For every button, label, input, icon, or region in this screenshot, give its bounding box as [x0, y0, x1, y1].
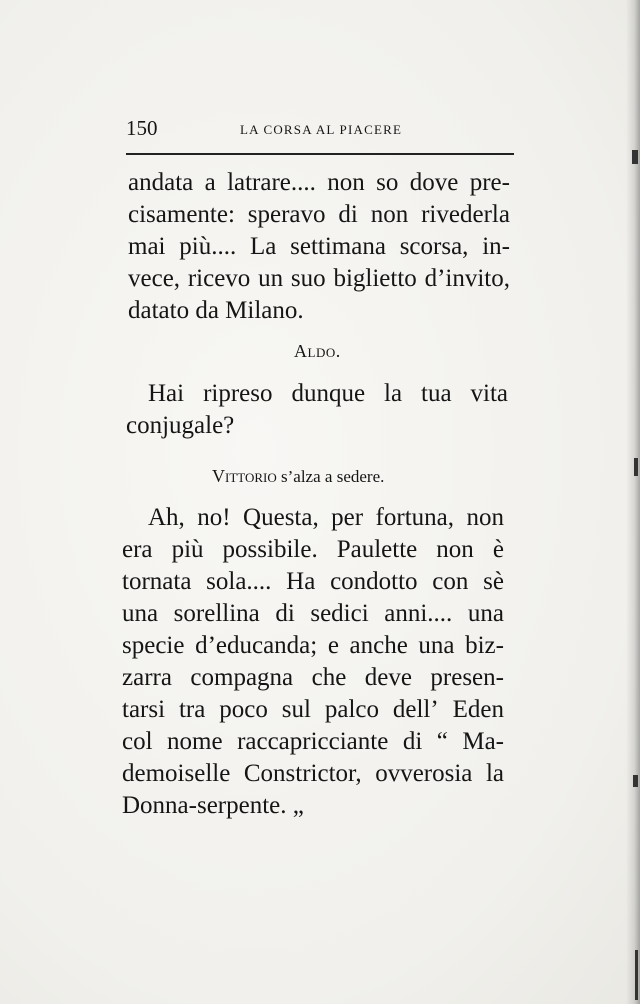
word: d’educanda; — [195, 632, 318, 659]
word: cisamente: — [128, 201, 235, 228]
word: pre- — [469, 169, 510, 196]
speaker-aldo — [294, 341, 341, 362]
word: di — [402, 728, 423, 755]
word: non — [327, 169, 365, 196]
word: speravo — [247, 201, 326, 228]
word: tua — [421, 380, 452, 407]
text-line — [126, 410, 508, 442]
header-rule — [126, 153, 514, 155]
word: tra — [178, 696, 206, 723]
text-line — [122, 758, 504, 790]
word: non — [436, 536, 474, 563]
text-line — [128, 167, 510, 199]
word: in- — [482, 233, 510, 260]
word: La — [249, 233, 277, 260]
word: dunque — [291, 380, 366, 407]
word: Ma- — [462, 728, 504, 755]
text-line — [128, 263, 510, 295]
margin-mark — [634, 458, 638, 476]
word: la — [485, 760, 504, 787]
word: vita — [470, 380, 508, 407]
word: specie — [122, 632, 185, 659]
word: a — [204, 169, 216, 196]
text-line — [122, 662, 504, 694]
word: scorsa, — [399, 233, 469, 260]
word: latrare.... — [227, 169, 316, 196]
word: Eden — [452, 696, 504, 723]
text-line — [122, 566, 504, 598]
word: possibile. — [222, 536, 318, 563]
word: più.... — [179, 233, 237, 260]
paragraph-1 — [128, 167, 510, 327]
text-line — [122, 630, 504, 662]
word: demoiselle — [122, 760, 231, 787]
word: una — [467, 600, 504, 627]
text-line — [128, 199, 510, 231]
word: ovverosia — [375, 760, 473, 787]
word: che — [311, 664, 347, 691]
margin-mark — [632, 150, 638, 164]
word: settimana — [290, 233, 386, 260]
word: un — [258, 265, 284, 292]
text-line — [148, 378, 508, 410]
word: anche — [349, 632, 408, 659]
word: non — [466, 504, 504, 531]
word: suo — [290, 265, 326, 292]
word: palco — [324, 696, 379, 723]
word: di — [338, 201, 358, 228]
word: poco — [219, 696, 268, 723]
word: vece, — [128, 265, 181, 292]
word: dell’ — [392, 696, 439, 723]
word: Hai — [148, 380, 185, 407]
text-line — [128, 231, 510, 263]
word: sola.... — [206, 568, 272, 595]
word: non — [370, 201, 409, 228]
word: zarra — [122, 664, 172, 691]
word: Questa, — [243, 504, 319, 531]
word: andata — [128, 169, 194, 196]
word: e — [327, 632, 339, 659]
page-number: 150 — [126, 116, 158, 140]
word: nome — [167, 728, 223, 755]
word: per — [331, 504, 364, 531]
word: dove — [409, 169, 459, 196]
text-line — [122, 726, 504, 758]
word: so — [376, 169, 399, 196]
word: la — [384, 380, 403, 407]
word: più — [171, 536, 204, 563]
word: di — [275, 600, 295, 627]
word: tornata — [122, 568, 192, 595]
text-line — [122, 598, 504, 630]
word: Ha — [286, 568, 316, 595]
word: è — [492, 536, 504, 563]
word: datato da Milano. — [128, 297, 304, 324]
running-title: LA CORSA AL PIACERE — [240, 122, 403, 137]
word: tarsi — [122, 696, 166, 723]
word: Paulette — [336, 536, 418, 563]
word: compagna — [190, 664, 294, 691]
speaker-name: Vittorio — [212, 466, 277, 486]
word: ricevo — [187, 265, 251, 292]
margin-mark — [633, 775, 638, 787]
word: una — [122, 600, 159, 627]
word: condotto — [330, 568, 418, 595]
word: con — [432, 568, 469, 595]
text-line — [122, 694, 504, 726]
word: Donna-serpente. „ — [122, 792, 304, 819]
word: era — [122, 536, 153, 563]
word: col — [122, 728, 153, 755]
speaker-name: Aldo. — [294, 341, 341, 361]
text-line — [128, 295, 510, 327]
word: sè — [483, 568, 504, 595]
word: deve — [364, 664, 412, 691]
paragraph-2 — [126, 378, 508, 442]
text-line — [122, 790, 504, 822]
word: presen- — [430, 664, 504, 691]
word: Constrictor, — [243, 760, 362, 787]
word: d’invito, — [424, 265, 510, 292]
word: fortuna, — [375, 504, 454, 531]
word: sedici — [310, 600, 369, 627]
word: sorellina — [173, 600, 260, 627]
stage-direction — [212, 466, 384, 487]
word: biglietto — [333, 265, 417, 292]
word: mai — [128, 233, 166, 260]
stage-direction-text: s’alza a sedere. — [281, 467, 385, 486]
word: sul — [281, 696, 311, 723]
margin-mark — [635, 950, 638, 1000]
word: no! — [197, 504, 231, 531]
page-header — [126, 116, 516, 142]
word: “ — [436, 728, 448, 755]
word: raccapricciante — [237, 728, 389, 755]
word: biz- — [465, 632, 504, 659]
paragraph-3 — [122, 502, 504, 822]
word: rivederla — [421, 201, 510, 228]
text-line — [122, 534, 504, 566]
word: anni.... — [384, 600, 453, 627]
word: una — [418, 632, 455, 659]
word: Ah, — [148, 504, 185, 531]
word: conjugale? — [126, 412, 235, 439]
text-line — [148, 502, 504, 534]
word: ripreso — [203, 380, 273, 407]
